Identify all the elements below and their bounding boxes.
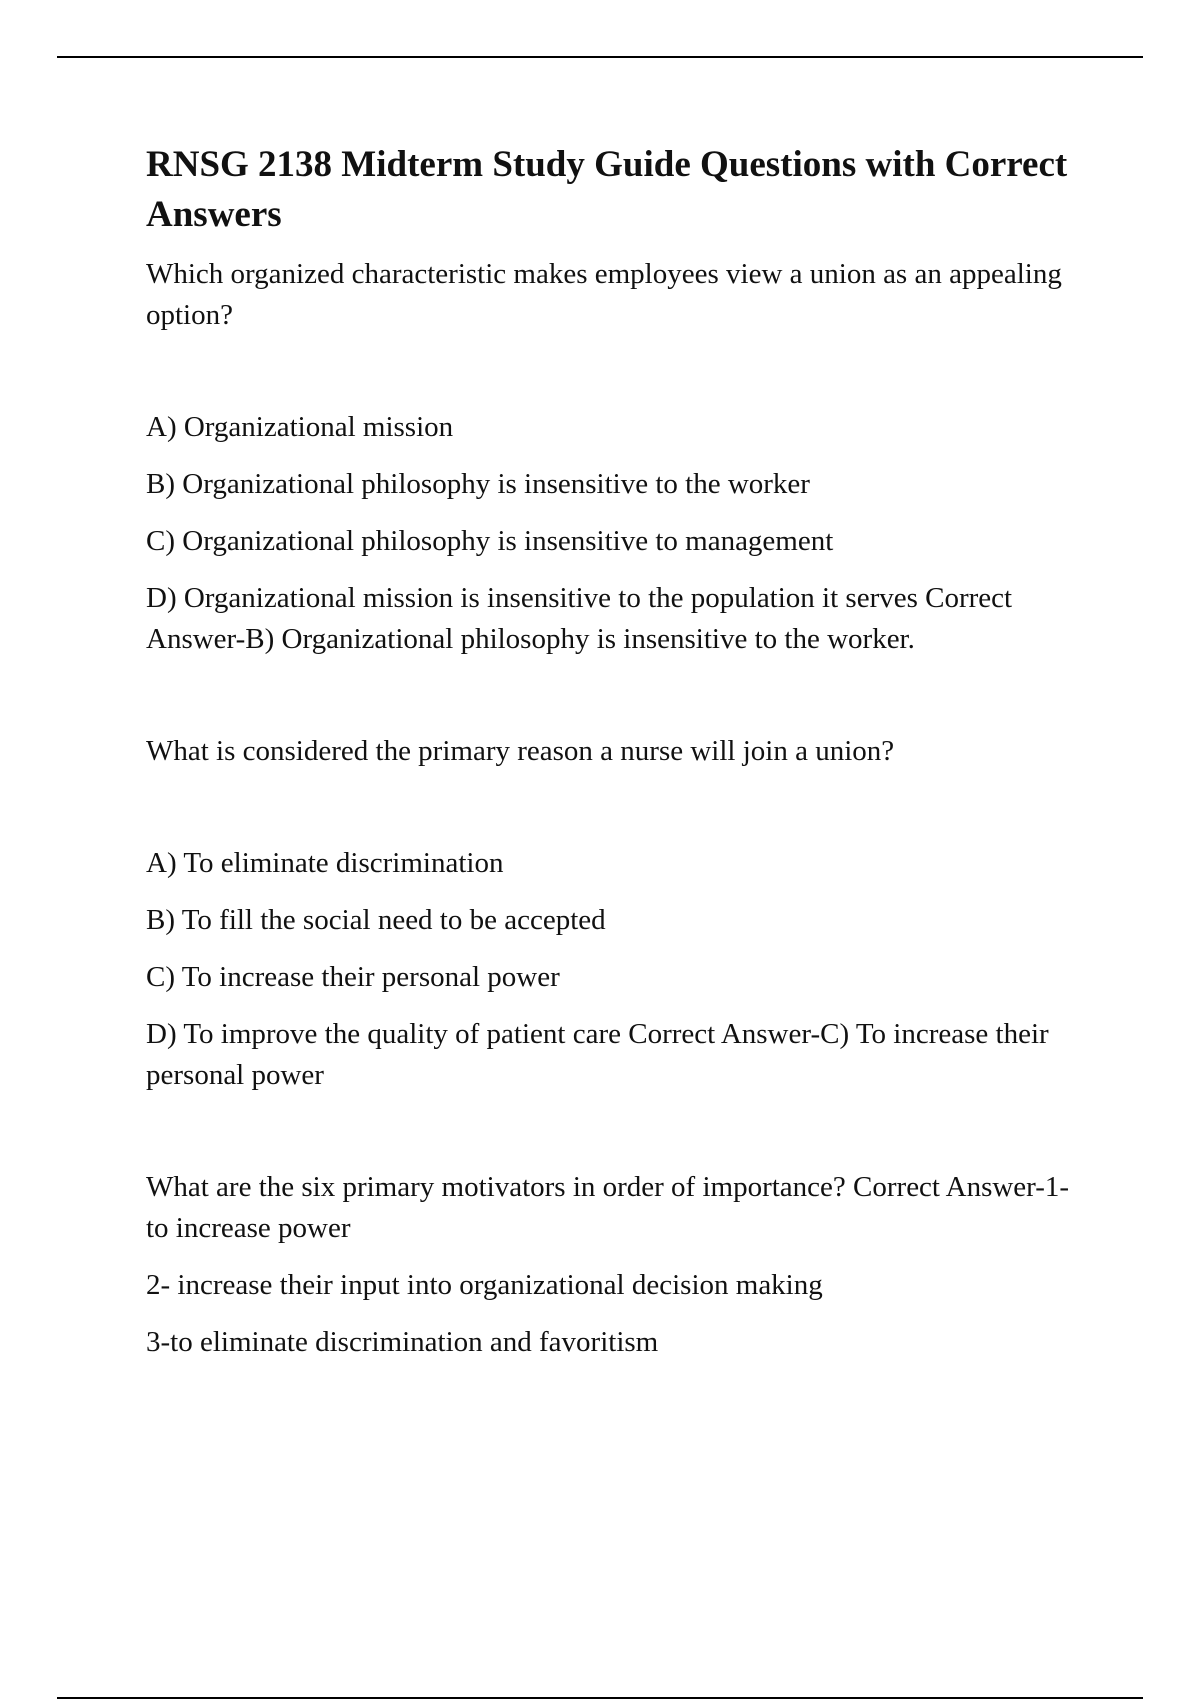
top-rule: [57, 56, 1143, 58]
question-1: [146, 254, 1076, 660]
option-b: B) To fill the social need to be accepted: [146, 904, 606, 936]
option-d-with-answer: D) To improve the quality of patient care Correct Answer-C) To increase their personal power: [146, 1018, 1049, 1091]
bottom-rule: [57, 1697, 1143, 1699]
question-2: [146, 731, 1076, 1096]
document-title: RNSG 2138 Midterm Study Guide Questions with Correct Answers: [146, 144, 1068, 235]
question-text-with-answer: What are the six primary motivators in order of importance? Correct Answer-1- to increase power: [146, 1171, 1070, 1244]
answer-item-2: 2- increase their input into organizational decision making: [146, 1269, 823, 1301]
answer-item-3: 3-to eliminate discrimination and favoritism: [146, 1326, 659, 1358]
document-body: [146, 140, 1076, 1363]
option-b: B) Organizational philosophy is insensitive to the worker: [146, 468, 810, 500]
question-text: Which organized characteristic makes employees view a union as an appealing option?: [146, 258, 1062, 331]
option-c: C) To increase their personal power: [146, 961, 560, 993]
option-a: A) Organizational mission: [146, 411, 454, 443]
option-a: A) To eliminate discrimination: [146, 847, 504, 879]
question-3: [146, 1167, 1076, 1363]
option-c: C) Organizational philosophy is insensitive to management: [146, 525, 834, 557]
option-d-with-answer: D) Organizational mission is insensitive to the population it serves Correct Answer-B) Organizational philosophy is insensitive to the worker.: [146, 582, 1013, 655]
question-text: What is considered the primary reason a nurse will join a union?: [146, 735, 895, 767]
